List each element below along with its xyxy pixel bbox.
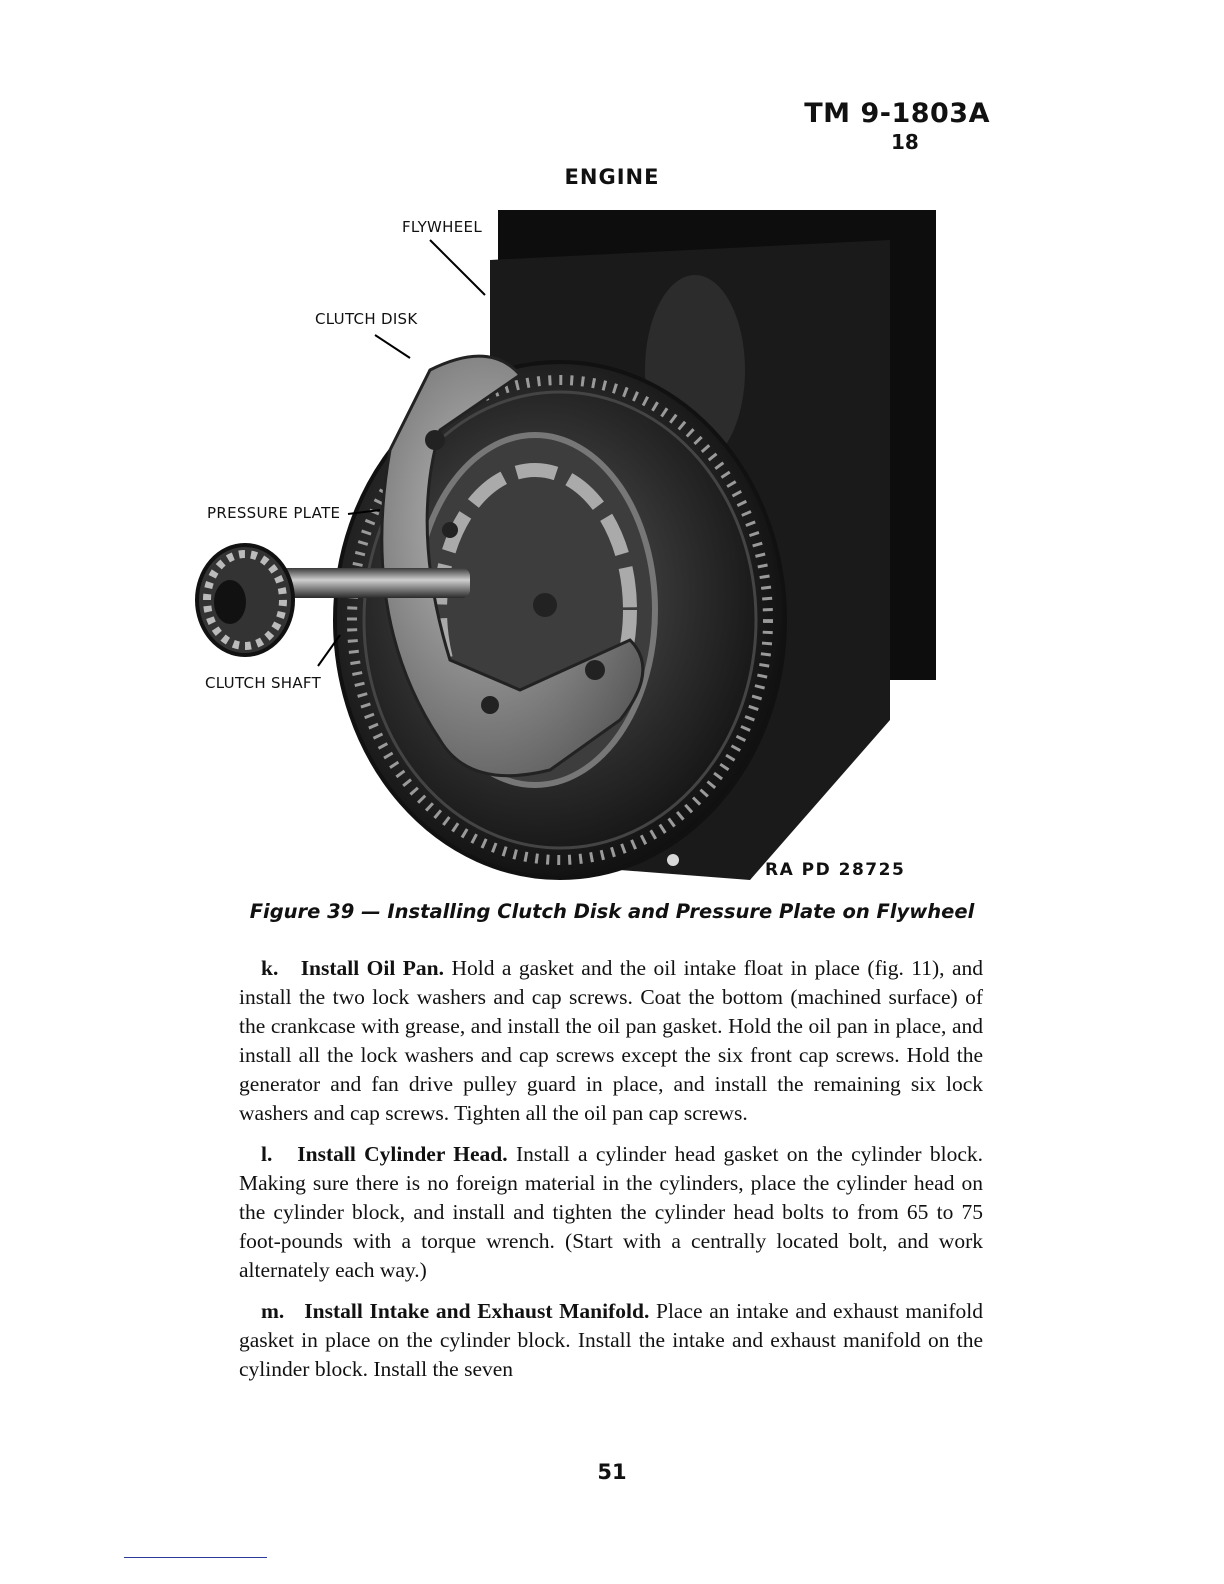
paragraph-label: m. [261,1299,285,1323]
paragraph-text: Install a cylinder head gasket on the cylinder block. Making sure there is no foreign material in the cylinders, place the cylinder head on the cylinder block, and install and tighten the cylinder head bolts to from 65 to 75 foot-pounds with a torque wrench. (Start with a centrally located bolt, and work alternately each way.) [239,1142,984,1282]
callout-pressure-plate: PRESSURE PLATE [207,504,341,522]
paragraph-text: Hold a gasket and the oil intake float in place (fig. 11), and install the two lock washers and cap screws. Coat the bottom (machined surface) of the crankcase with grease, and install the oil pan gasket. Hold the oil pan in place, and install all the lock washers and cap screws except the six front cap screws. Hold the generator and fan drive pulley guard in place, and install the remaining six lock washers and cap screws. Tighten all the oil pan cap screws. [239,956,984,1125]
tm-number: TM 9-1803A [804,98,990,129]
section-number: 18 [891,130,919,154]
body-text [239,954,983,1396]
running-title: ENGINE [564,165,660,189]
clutch-shaft [280,568,470,598]
callout-flywheel: FLYWHEEL [402,218,482,236]
paragraph-label: l. [261,1142,273,1166]
clutch-assembly-photo [190,200,950,890]
paragraph-m [239,1297,983,1384]
paragraph-label: k. [261,956,279,980]
plate-code: RA PD 28725 [765,860,906,880]
paragraph-text: Place an intake and exhaust manifold gasket in place on the cylinder block. Install the intake and exhaust manifold on the cylinder block. Install the seven [239,1299,984,1381]
callout-clutch-shaft: CLUTCH SHAFT [205,674,322,692]
page-number: 51 [597,1460,627,1484]
paragraph-heading: Install Intake and Exhaust Manifold. [304,1299,650,1323]
paragraph-k [239,954,983,1128]
figure-caption: Figure 39 — Installing Clutch Disk and Pressure Plate on Flywheel [249,900,975,923]
paragraph-heading: Install Cylinder Head. [297,1142,508,1166]
footnote-rule [124,1557,267,1558]
paragraph-heading: Install Oil Pan. [300,956,445,980]
callout-clutch-disk: CLUTCH DISK [315,310,418,328]
paragraph-l [239,1140,983,1285]
